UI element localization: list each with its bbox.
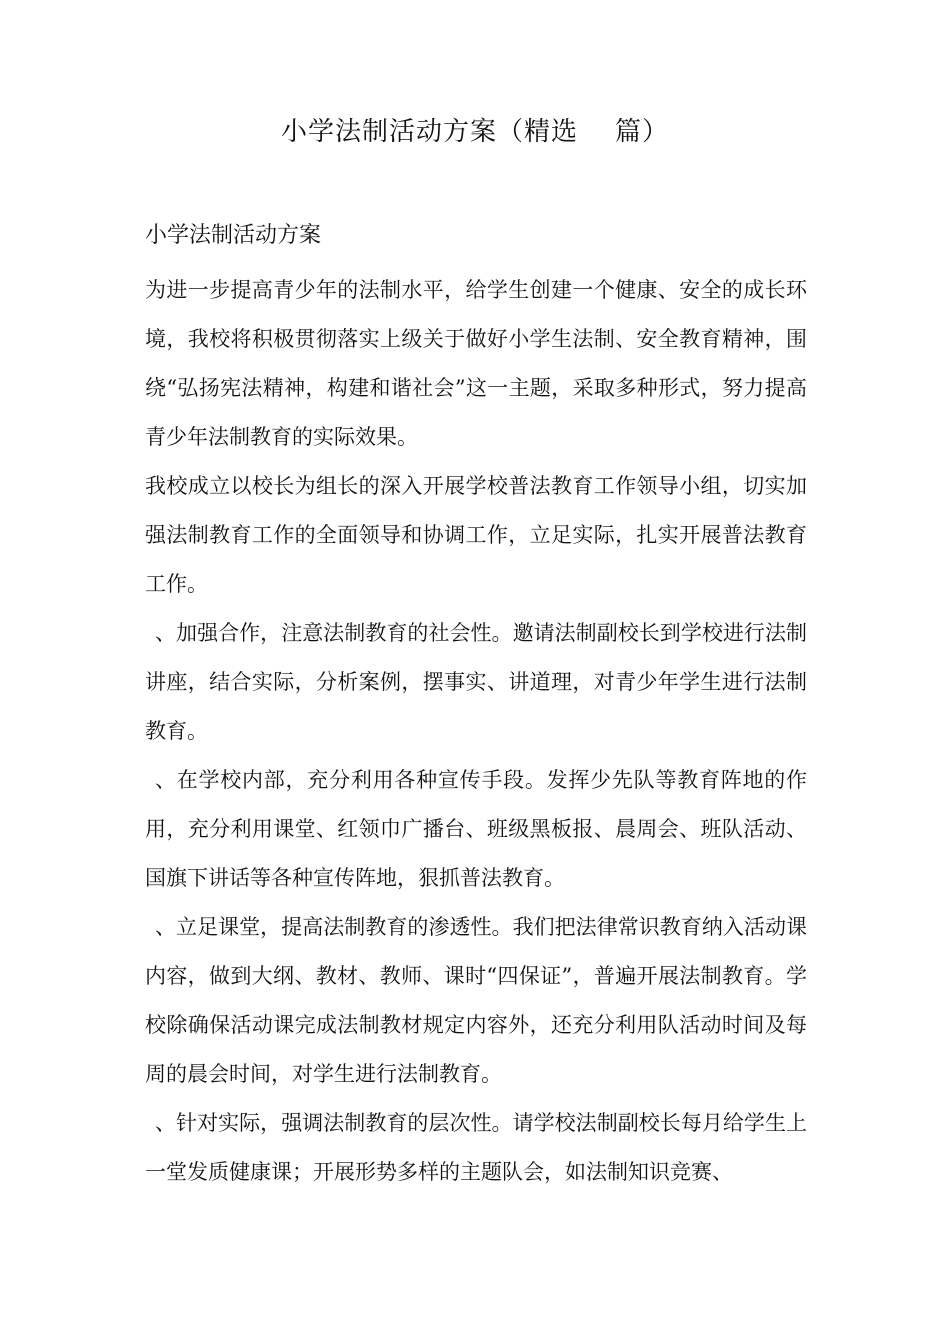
paragraph-item-levels: 、针对实际，强调法制教育的层次性。请学校法制副校长每月给学生上一堂发质健康课；开展形势多样的主题队会，如法制知识竞赛、 [145, 1111, 807, 1184]
paragraph-item-classroom: 、立足课堂，提高法制教育的渗透性。我们把法律常识教育纳入活动课内容，做到大纲、教材、教师、课时“四保证”，普遍开展法制教育。学校除确保活动课完成法制教材规定内容外，还充分利用队活动时间及每周的晨会时间，对学生进行法制教育。 [145, 915, 807, 1086]
paragraph-item-publicity: 、在学校内部，充分利用各种宣传手段。发挥少先队等教育阵地的作用，充分利用课堂、红领巾广播台、班级黑板报、晨周会、班队活动、国旗下讲话等各种宣传阵地，狠抓普法教育。 [145, 768, 807, 890]
paragraph-intro: 为进一步提高青少年的法制水平，给学生创建一个健康、安全的成长环境，我校将积极贯彻落实上级关于做好小学生法制、安全教育精神，围绕“弘扬宪法精神，构建和谐社会”这一主题，采取多种形式，努力提高青少年法制教育的实际效果。 [145, 278, 807, 449]
document-body [145, 216, 807, 1197]
document-subtitle: 小学法制活动方案 [145, 223, 322, 248]
paragraph-leadership: 我校成立以校长为组长的深入开展学校普法教育工作领导小组，切实加强法制教育工作的全面领导和协调工作，立足实际，扎实开展普法教育工作。 [145, 474, 807, 596]
document-title: 小学法制活动方案（精选 篇） [280, 117, 670, 147]
paragraph-item-cooperation: 、加强合作，注意法制教育的社会性。邀请法制副校长到学校进行法制讲座，结合实际，分析案例，摆事实、讲道理，对青少年学生进行法制教育。 [145, 621, 807, 743]
